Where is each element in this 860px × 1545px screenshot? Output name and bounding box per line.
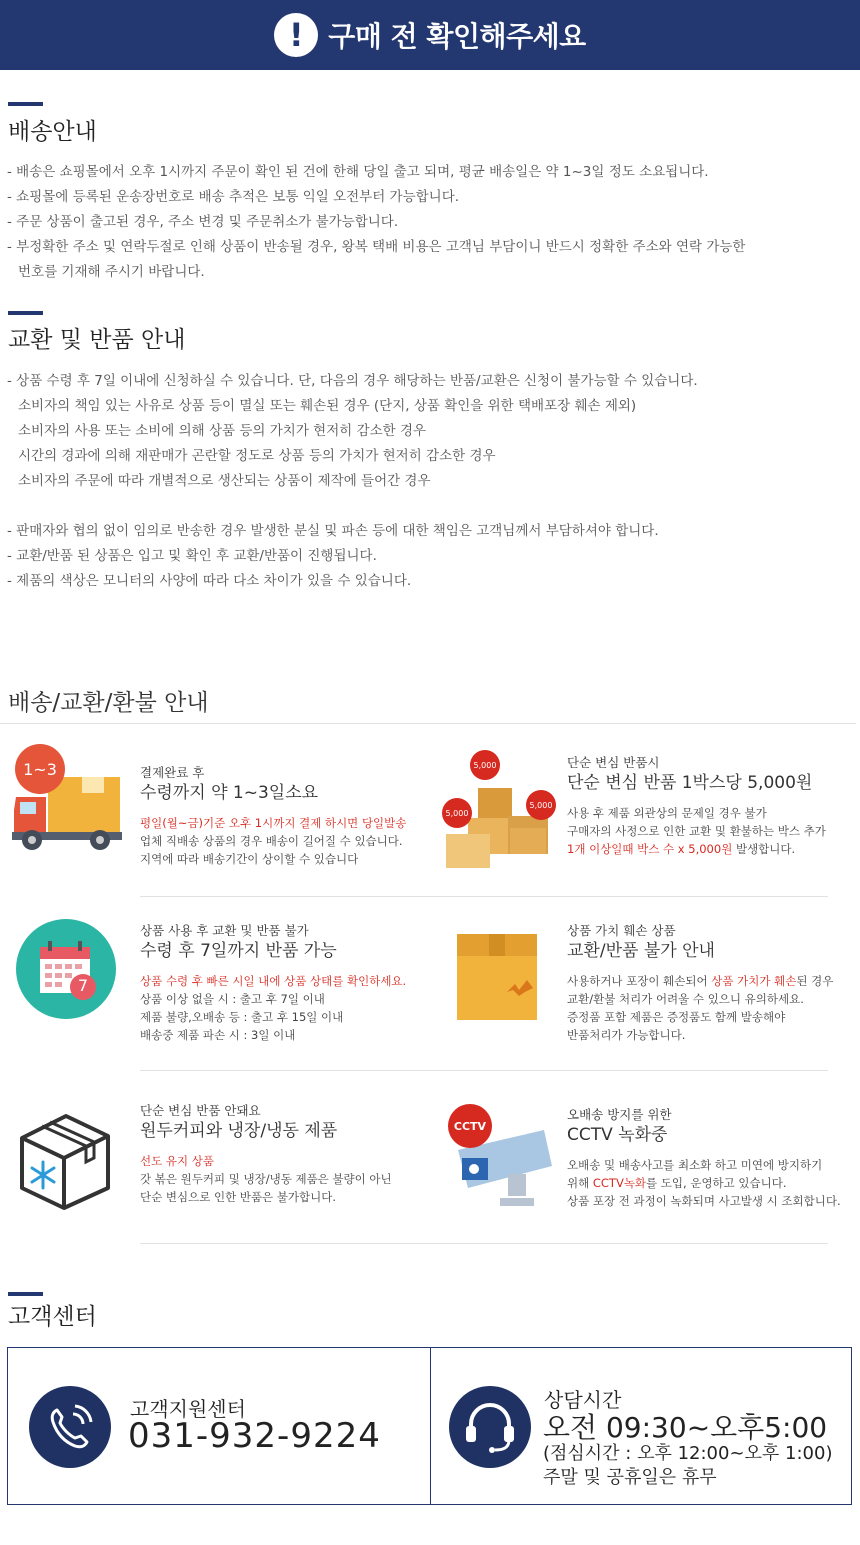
hours-label: 상담시간 — [544, 1388, 622, 1412]
card-line: 발생합니다. — [732, 842, 796, 856]
card-subtitle: 단순 변심 반품 안돼요 — [140, 1103, 261, 1118]
card-title: 수령까지 약 1~3일소요 — [140, 783, 319, 803]
card-line: 교환/환불 처리가 어려울 수 있으니 유의하세요. — [567, 992, 804, 1006]
divider — [140, 1070, 828, 1071]
guide-card-return-fee — [567, 754, 826, 858]
phone-number[interactable]: 031-932-9224 — [128, 1416, 381, 1456]
divider — [0, 723, 856, 724]
card-highlight: 1개 이상일때 박스 수 x 5,000원 — [567, 842, 733, 856]
calendar-icon — [16, 919, 116, 1019]
card-title: CCTV 녹화중 — [567, 1125, 668, 1145]
price-badge: 5,000 — [470, 750, 500, 780]
exclamation-icon: ! — [274, 13, 318, 57]
section-accent-bar — [8, 311, 43, 315]
card-line: 상품 이상 없을 시 : 출고 후 7일 이내 — [140, 992, 325, 1006]
section-accent-bar — [8, 102, 43, 106]
card-highlight: 상품 수령 후 빠른 시일 내에 상품 상태를 확인하세요. — [140, 974, 407, 988]
card-subtitle: 결제완료 후 — [140, 765, 205, 780]
divider — [430, 1347, 431, 1505]
guide-card-frozen — [140, 1102, 392, 1206]
card-subtitle: 오배송 방지를 위한 — [567, 1107, 672, 1122]
shipping-info — [7, 160, 745, 285]
returns-title: 교환 및 반품 안내 — [8, 327, 186, 353]
returns-line: 소비자의 주문에 따라 개별적으로 생산되는 상품이 제작에 들어간 경우 — [18, 473, 431, 489]
card-line: 갓 볶은 원두커피 및 냉장/냉동 제품은 불량이 아닌 — [140, 1172, 392, 1186]
cctv-badge: CCTV — [448, 1104, 492, 1148]
shipping-line: - 쇼핑몰에 등록된 운송장번호로 배송 추적은 보통 익일 오전부터 가능합니다. — [7, 189, 460, 205]
card-title: 단순 변심 반품 1박스당 5,000원 — [567, 773, 813, 793]
card-highlight: 평일(월~금)기준 오후 1시까지 결제 하시면 당일발송 — [140, 816, 407, 830]
card-line: 제품 불량,오배송 등 : 출고 후 15일 이내 — [140, 1010, 344, 1024]
price-badge: 5,000 — [442, 798, 472, 828]
shipping-line: - 배송은 쇼핑몰에서 오후 1시까지 주문이 확인 된 건에 한해 당일 출고 되며, 평균 배송일은 약 1~3일 정도 소요됩니다. — [7, 164, 709, 180]
card-subtitle: 단순 변심 반품시 — [567, 755, 660, 770]
damaged-box-icon — [455, 932, 540, 1022]
card-title: 수령 후 7일까지 반품 가능 — [140, 941, 337, 961]
returns-line: 소비자의 책임 있는 사유로 상품 등이 멸실 또는 훼손된 경우 (단지, 상품 확인을 위한 택배포장 훼손 제외) — [18, 398, 637, 414]
divider — [140, 1243, 828, 1244]
shipping-line: 번호를 기재해 주시기 바랍니다. — [18, 264, 205, 280]
card-line: 위해 — [567, 1176, 593, 1190]
returns-info — [7, 369, 698, 594]
card-line: 사용 후 제품 외관상의 문제일 경우 불가 — [567, 806, 767, 820]
card-subtitle: 상품 가치 훼손 상품 — [567, 923, 676, 938]
headset-icon — [449, 1386, 531, 1468]
boxes-icon — [440, 748, 560, 870]
returns-line: - 교환/반품 된 상품은 입고 및 확인 후 교환/반품이 진행됩니다. — [7, 548, 377, 564]
guide-card-cctv — [567, 1106, 841, 1210]
shipping-title: 배송안내 — [8, 119, 97, 145]
guide-card-damaged — [567, 922, 833, 1044]
hours-value: 오전 09:30~오후5:00 — [543, 1411, 828, 1444]
delivery-truck-icon — [10, 742, 125, 857]
returns-line: - 판매자와 협의 없이 임의로 반송한 경우 발생한 분실 및 파손 등에 대한 책임은 고객님께서 부담하셔야 합니다. — [7, 523, 659, 539]
shipping-line: - 주문 상품이 출고된 경우, 주소 변경 및 주문취소가 불가능합니다. — [7, 214, 399, 230]
lunch-hours: (점심시간 : 오후 12:00~오후 1:00) — [543, 1443, 833, 1464]
card-highlight: CCTV녹화 — [592, 1176, 647, 1190]
days-badge: 1~3 — [15, 744, 65, 794]
card-line: 구매자의 사정으로 인한 교환 및 환불하는 박스 추가 — [567, 824, 826, 838]
phone-label: 고객지원센터 — [130, 1397, 246, 1421]
card-line: 배송중 제품 파손 시 : 3일 이내 — [140, 1028, 296, 1042]
returns-line: 소비자의 사용 또는 소비에 의해 상품 등의 가치가 현저히 감소한 경우 — [18, 423, 427, 439]
frozen-box-icon — [16, 1110, 114, 1212]
guide-title: 배송/교환/환불 안내 — [8, 690, 209, 716]
cctv-camera-icon — [448, 1104, 560, 1214]
card-line: 된 경우 — [796, 974, 834, 988]
banner-title: 구매 전 확인해주세요 — [328, 20, 586, 53]
card-line: 지역에 따라 배송기간이 상이할 수 있습니다 — [140, 852, 359, 866]
card-subtitle: 상품 사용 후 교환 및 반품 불가 — [140, 923, 309, 938]
card-line: 를 도입, 운영하고 있습니다. — [646, 1176, 787, 1190]
card-line: 사용하거나 포장이 훼손되어 — [567, 974, 712, 988]
card-highlight: 선도 유지 상품 — [140, 1154, 214, 1168]
top-banner — [0, 0, 860, 70]
card-title: 원두커피와 냉장/냉동 제품 — [140, 1121, 338, 1141]
card-line: 오배송 및 배송사고를 최소화 하고 미연에 방지하기 — [567, 1158, 823, 1172]
card-line: 반품처리가 가능합니다. — [567, 1028, 686, 1042]
card-line: 상품 포장 전 과정이 녹화되며 사고발생 시 조회합니다. — [567, 1194, 841, 1208]
guide-card-return-period — [140, 922, 406, 1044]
card-highlight: 상품 가치가 훼손 — [711, 974, 797, 988]
guide-card-delivery — [140, 764, 406, 868]
phone-icon — [29, 1386, 111, 1468]
returns-line: - 상품 수령 후 7일 이내에 신청하실 수 있습니다. 단, 다음의 경우 해당하는 반품/교환은 신청이 불가능할 수 있습니다. — [7, 373, 698, 389]
card-line: 업체 직배송 상품의 경우 배송이 길어질 수 있습니다. — [140, 834, 403, 848]
card-line: 단순 변심으로 인한 반품은 불가합니다. — [140, 1190, 337, 1204]
holiday-note: 주말 및 공휴일은 휴무 — [543, 1467, 717, 1488]
shipping-line: - 부정확한 주소 및 연락두절로 인해 상품이 반송될 경우, 왕복 택배 비용은 고객님 부담이니 반드시 정확한 주소와 연락 가능한 — [7, 239, 746, 255]
price-badge: 5,000 — [526, 790, 556, 820]
section-accent-bar — [8, 1292, 43, 1296]
calendar-day: 7 — [77, 976, 89, 995]
returns-line: - 제품의 색상은 모니터의 사양에 따라 다소 차이가 있을 수 있습니다. — [7, 573, 412, 589]
cs-title: 고객센터 — [8, 1304, 97, 1330]
divider — [140, 896, 828, 897]
returns-line: 시간의 경과에 의해 재판매가 곤란할 정도로 상품 등의 가치가 현저히 감소한 경우 — [18, 448, 496, 464]
card-line: 증정품 포함 제품은 증정품도 함께 발송해야 — [567, 1010, 786, 1024]
card-title: 교환/반품 불가 안내 — [567, 941, 715, 961]
